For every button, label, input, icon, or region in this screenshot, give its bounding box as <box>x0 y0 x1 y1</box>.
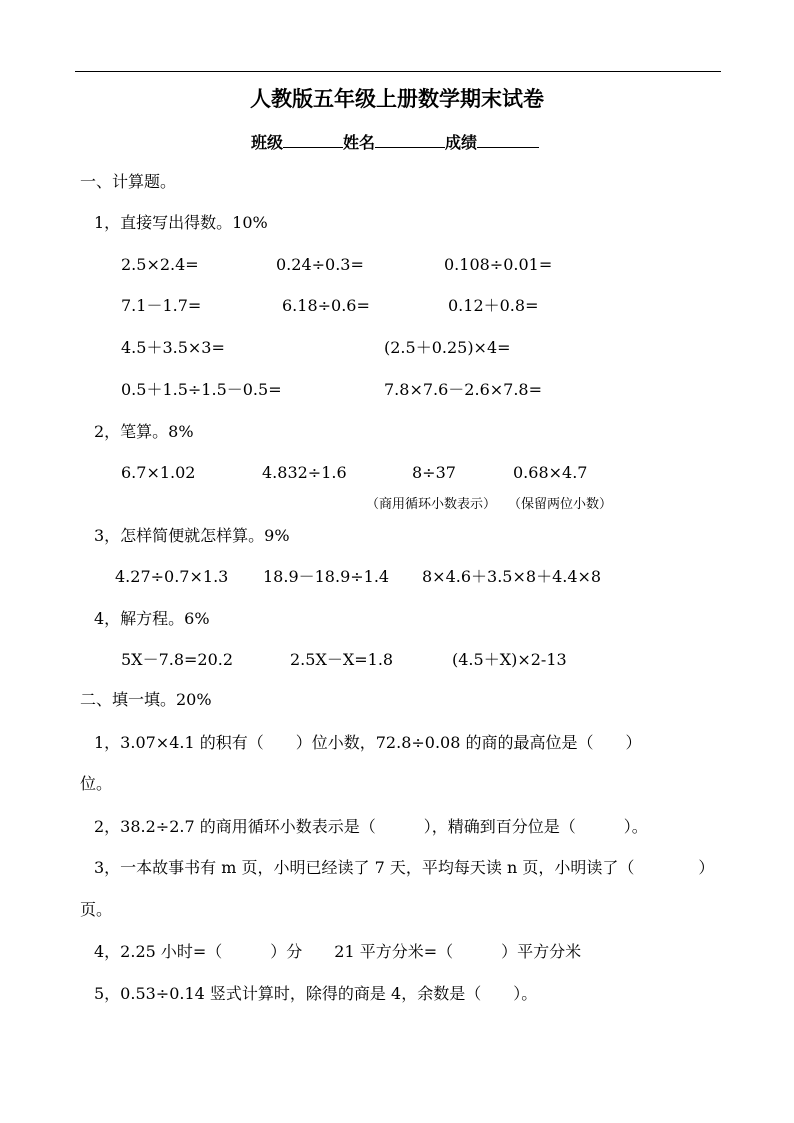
q1-item: 0.24÷0.3= <box>276 255 364 274</box>
class-blank <box>283 130 343 148</box>
q1-item: (2.5＋0.25)×4= <box>384 338 511 357</box>
top-rule <box>75 71 721 72</box>
q2-item: 6.7×1.02 <box>121 463 196 482</box>
q1-label: 1，直接写出得数。10% <box>94 213 268 232</box>
page-title: 人教版五年级上册数学期末试卷 <box>250 86 544 111</box>
q1-item: 7.8×7.6－2.6×7.8= <box>384 380 543 399</box>
fill-line: 5，0.53÷0.14 竖式计算时，除得的商是 4，余数是（ ）。 <box>94 984 538 1003</box>
q1-item: 7.1－1.7= <box>121 296 202 315</box>
q2-label: 2，笔算。8% <box>94 422 194 441</box>
score-label: 成绩 <box>445 133 478 152</box>
q1-item: 0.5＋1.5÷1.5－0.5= <box>121 380 282 399</box>
score-blank <box>477 130 539 148</box>
q4-item: 2.5X－X=1.8 <box>290 650 394 669</box>
q2-item: 4.832÷1.6 <box>262 463 347 482</box>
q1-item: 0.12＋0.8= <box>448 296 539 315</box>
fill-line: 3，一本故事书有 m 页，小明已经读了 7 天，平均每天读 n 页，小明读了（ ） <box>94 858 715 877</box>
q2-item: 0.68×4.7 <box>513 463 588 482</box>
name-label: 姓名 <box>343 133 376 152</box>
name-blank <box>375 130 445 148</box>
q1-item: 6.18÷0.6= <box>282 296 370 315</box>
q3-label: 3，怎样简便就怎样算。9% <box>94 526 290 545</box>
q2-item: 8÷37 <box>412 463 456 482</box>
fill-line: 2，38.2÷2.7 的商用循环小数表示是（ ），精确到百分位是（ ）。 <box>94 817 648 836</box>
q3-item: 4.27÷0.7×1.3 <box>115 567 229 586</box>
section2-heading: 二、填一填。20% <box>80 690 212 709</box>
section1-heading: 一、计算题。 <box>80 172 177 191</box>
q2-note: （保留两位小数） <box>508 497 613 512</box>
fill-line: 1，3.07×4.1 的积有（ ）位小数，72.8÷0.08 的商的最高位是（ ） <box>94 733 642 752</box>
fill-line: 页。 <box>80 900 113 919</box>
q4-label: 4，解方程。6% <box>94 609 210 628</box>
q1-item: 4.5＋3.5×3= <box>121 338 225 357</box>
q2-note: （商用循环小数表示） <box>366 497 497 512</box>
q3-item: 8×4.6＋3.5×8＋4.4×8 <box>422 567 602 586</box>
fill-line: 位。 <box>80 774 113 793</box>
q4-item: 5X－7.8=20.2 <box>121 650 234 669</box>
q1-item: 0.108÷0.01= <box>444 255 553 274</box>
student-info-line <box>251 130 539 153</box>
fill-line: 4，2.25 小时=（ ）分 21 平方分米=（ ）平方分米 <box>94 942 582 961</box>
class-label: 班级 <box>251 133 284 152</box>
q3-item: 18.9－18.9÷1.4 <box>263 567 390 586</box>
q1-item: 2.5×2.4= <box>121 255 199 274</box>
q4-item: (4.5＋X)×2-13 <box>452 650 567 669</box>
